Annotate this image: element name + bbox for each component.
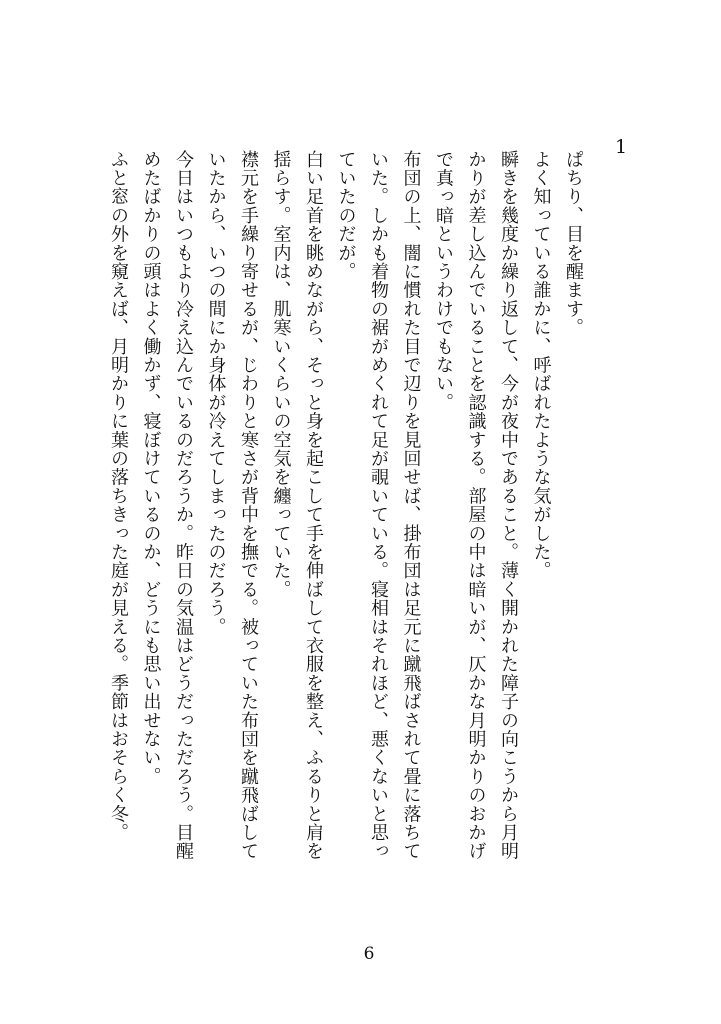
paragraph: ぱちり、目を醒ます。 (563, 150, 584, 337)
paragraph: 瞬きを幾度か繰り返して、今が夜中であること。薄く開かれた障子の向こうから月明かりが差し込んでいることを認識する。部屋の中は暗いが、仄かな月明かりのおかげで真っ暗というわけでもない。 (433, 150, 519, 861)
paragraph: 襟元を手繰り寄せるが、じわりと寒さが背中を撫でる。被っていた布団を蹴飛ばしていたから、いつの間にか身体が冷えてしまったのだろう。 (205, 150, 259, 861)
paragraph: 白い足首を眺めながら、そっと身を起こして手を伸ばして衣服を整え、ふるりと肩を揺らす。室内は、肌寒いくらいの空気を纏っていた。 (270, 150, 324, 861)
paragraph: ふと窓の外を窺えば、月明かりに葉の落ちきった庭が見える。季節はおそらく冬。 (108, 150, 129, 842)
paragraph: 布団の上、闇に慣れた目で辺りを見回せば、掛布団は足元に蹴飛ばされて畳に落ちていた。しかも着物の裾がめくれて足が覗いている。寝相はそれほど、悪くないと思っていたのだが。 (335, 150, 422, 861)
chapter-number: 1 (614, 136, 628, 158)
paragraph: 今日はいつもより冷え込んでいるのだろうか。昨日の気温はどうだっただろう。目醒めたばかりの頭はよく働かず、寝ぼけているのか、どうにも思い出せない。 (140, 150, 194, 861)
body-text (102, 150, 590, 874)
page-number: 6 (363, 944, 375, 964)
paragraph: よく知っている誰かに、呼ばれたような気がした。 (530, 150, 552, 581)
